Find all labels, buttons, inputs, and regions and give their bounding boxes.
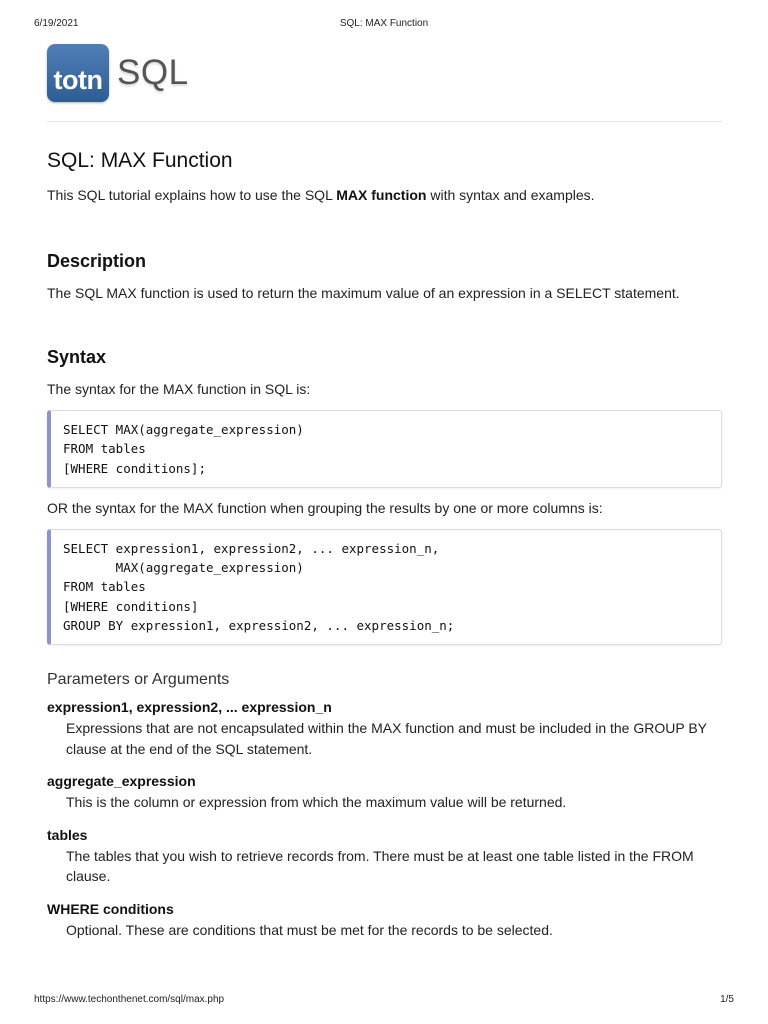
param-term: aggregate_expression bbox=[47, 773, 196, 790]
description-text: The SQL MAX function is used to return the maximum value of an expression in a SELECT statement. bbox=[47, 285, 680, 301]
header-divider bbox=[47, 121, 722, 122]
syntax-code-block-2: SELECT expression1, expression2, ... expression_n, MAX(aggregate_expression) FROM tables [WHERE conditions] GROUP BY expression1, expression2, ... expression_n; bbox=[47, 529, 722, 645]
syntax-heading: Syntax bbox=[47, 347, 107, 367]
print-date: 6/19/2021 bbox=[34, 18, 79, 29]
intro-paragraph bbox=[47, 185, 722, 205]
print-page-number: 1/5 bbox=[720, 994, 734, 1005]
intro-bold-term: MAX function bbox=[336, 187, 427, 203]
intro-text-after: with syntax and examples. bbox=[426, 187, 595, 203]
param-term: expression1, expression2, ... expression_n bbox=[47, 699, 332, 716]
print-header bbox=[0, 18, 768, 30]
description-heading: Description bbox=[47, 251, 147, 271]
site-logo[interactable] bbox=[47, 44, 189, 102]
param-term: tables bbox=[47, 826, 88, 843]
parameters-list bbox=[47, 697, 722, 940]
param-description: This is the column or expression from which the maximum value will be returned. bbox=[66, 794, 567, 811]
logo-sql-text: SQL bbox=[117, 53, 189, 92]
param-term: WHERE conditions bbox=[47, 900, 174, 917]
param-description: Optional. These are conditions that must be met for the records to be selected. bbox=[66, 921, 553, 938]
param-description: Expressions that are not encapsulated within the MAX function and must be included in the GROUP BY clause at the end of the SQL statement. bbox=[66, 720, 707, 757]
parameters-heading: Parameters or Arguments bbox=[47, 671, 230, 689]
print-page-title: SQL: MAX Function bbox=[339, 18, 429, 29]
syntax-code-block-1: SELECT MAX(aggregate_expression) FROM tables [WHERE conditions]; bbox=[47, 410, 722, 488]
syntax-intro: The syntax for the MAX function in SQL is: bbox=[47, 381, 311, 397]
totn-logo-mark: totn bbox=[47, 44, 109, 102]
intro-text-before: This SQL tutorial explains how to use the SQL bbox=[47, 187, 337, 203]
syntax-or-text: OR the syntax for the MAX function when grouping the results by one or more columns is: bbox=[47, 499, 603, 516]
param-description: The tables that you wish to retrieve records from. There must be at least one table listed in the FROM clause. bbox=[66, 847, 694, 885]
article-content bbox=[47, 145, 722, 952]
page-title: SQL: MAX Function bbox=[47, 149, 233, 172]
print-url[interactable]: https://www.techonthenet.com/sql/max.php bbox=[34, 994, 225, 1005]
